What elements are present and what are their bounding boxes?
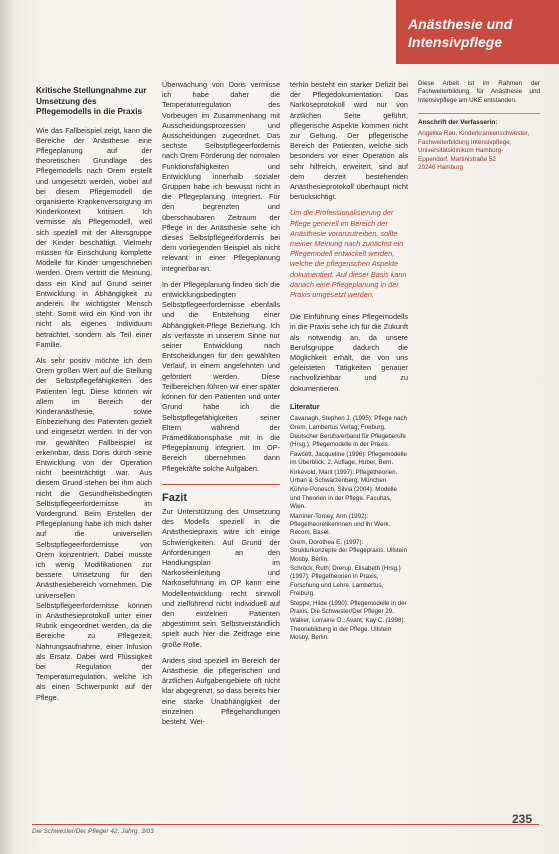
literature-entry: Fawcett, Jacqueline (1996): Pflegemodelle im Überblick. 2. Auflage, Huber, Bern. [290, 450, 407, 467]
pull-quote: Um die Professionalisierung der Pflege generell im Bereich der Anästhesie voranzutreiben, sollte meiner Meinung nach zunächst ein Pflegemodell entwickelt werden, welche die pflegerischen Aspekte dokumentiert. Auf dieser Basis kann danach eine Pflegeplanung in der Praxis umgesetzt werden. [290, 208, 407, 300]
paragraph: terhin besteht ein starker Defizit bei der Pflegedokumentation. Das Narkoseprotokoll wird nur von ärztlichen Seite geführt, pflegerische Aspekte kommen nicht zur Geltung. Der pflegerische Bereich der Patienten, welche sich besonders vor einer Operation als sehr hilfreich, erweitert, sind auf dem derzeit bestehenden Anästhesieprotokoll überhaupt nicht berücksichtigt. [290, 80, 408, 202]
column-4 [418, 80, 540, 820]
footer-rule [32, 824, 539, 825]
literature-entry: Kirkevold, Marit (1997): Pflegetheorien. Urban & Schwarzenberg, München. [290, 468, 398, 484]
binding-shadow [0, 0, 14, 854]
literature-list [290, 415, 408, 643]
literature-entry: Kühne-Ponesch, Silvia (2004): Modelle und Theorien in der Pflege. Facultas, Wien. [290, 486, 397, 511]
column-1 [36, 80, 152, 820]
paragraph: Wie das Fallbeispiel zeigt, kann die Bereiche der Anästhesie eine Pflegeplanung auf der theoretischen Grundlage des Pflegemodells nach Orem erstellt und umgesetzt werden, wobei auf bei diesem Pflegemodell die organisierte Krankenversorgung im Kinderkontext kritisiert. Ich vermisse als Pflegemodell, weil sich speziell mit der Altersgruppe der Kinder beschäftigt. Vielmehr müssen für Einschulung komplette Modelle für Kinder umgeschrieben werden. Orem vertritt die Meinung, dass ein Kind auf Grund seiner Entwicklung in Abhängigkeit zu anderen. Ihr wichtigster Mensch steht. Somit wird ein Kind von ihr nicht als eigenes Individuum betrachtet, sondern als Teil einer Familie. [36, 125, 152, 349]
literature-entry: Deutscher Berufsverband für Pflegeberufe (Hrsg.): Pflegemodelle in der Praxis. [290, 432, 406, 449]
paragraph: Überwachung von Doris vermisse ich habe daher die Temperaturregulation des Vorbeugen im Zusammenhang mit Ausscheidungsprozessen und Ausscheidungen zugeordnet. Das sechste Selbstpflegeerfordernis nach Orem Förderung der normalen Funktionsfähigkeiten und Entwicklung innerhalb sozialer Gruppen habe ich bewusst nicht in die Pflegeplanung integriert. Für den begrenzten und überschaubaren Zeitraum der Pflege in der Anästhesie sehe ich dieses Selbstpflegeerfordernis bei dem vorliegenden Beispiel als nicht relevant in einer Pflegeplanung integrierbar an. [162, 80, 280, 273]
section-banner [396, 0, 559, 64]
banner-title-line2: Intensivpflege [408, 34, 503, 50]
paragraph: Zur Unterstützung des Umsetzung des Modells speziell in die Anästhesiepraxis wäre ich einige Schwierigkeiten. Auf Grund der Anforderungen an den Handlungsplan im Narkoseeinleitung und Narkoseführung im OP kann eine Modellentwicklung recht sinnvoll und zielführend nicht individuell auf den einzelnen Patienten abgestimmt sein. Selbstverständlich spielt auch hier die Zeitfrage eine große Rolle. [162, 506, 280, 649]
paragraph: In der Pflegeplanung finden sich die entwicklungsbedingten Selbstpflegeerfordernisse ebenfalls und die Entstehung einer Abhängigkeit-Pflege Beziehung. Ich als verfasste in unserem Sinne nur seiner Entwicklung nach Entscheidungen für den gewählten Verlauf, in einem angelehnten und gefördert werden. Diese Teilbereichen führen wir einer später können für den Patienten und unter Grund habe ich die Selbstpflegefähigkeiten seiner Eltern während der Prämedikationsphase mit in die Pflegeplanung integriert. Im OP-Bereich übernehmen dann Pflegekräfte solche Aufgaben. [162, 279, 280, 473]
page-number: 235 [512, 812, 533, 826]
section-divider [162, 484, 280, 485]
literature-entry: Cavanagh, Stephen J. (1995): Pflege nach Orem. Lambertus Verlag, Freiburg. [290, 415, 407, 431]
fazit-heading: Fazit [162, 491, 188, 504]
banner-title-line1: Anästhesie und [408, 16, 513, 32]
paragraph: Als sehr positiv möchte ich dem Orem großen Wert auf die Stellung der Selbstpflegefähigkeiten des Patienten legt. Diese können wir allem im Bereich der Kinderanästhesie, sowie Einbeziehung des Patienten gezielt und eingesetzt werden. In der von mir gewählten Fallbeispiel ist erkennbar, dass Doris durch seine Entwicklung von der Operation nicht beeinträchtigt war. Aus diesem Grund stehen bei ihm auch nicht die Gesundheitsbedingten Selbstpflegeerfordernisse im Vordergrund. Beim Erstellen der Pflegeplanung habe ich mich daher auf die universellen Selbstpflegeerfordernisse von Orem konzentriert. Dabei musste ich wenig Modifikationen zur bessere Umsetzung für den Anästhesiebereich vornehmen. Die universellen Selbstpflegeerfordernisse können in Anästhesieprotokoll unter einer Rubrik eingeordnet werden, da die Bereiche zu Pflegezeit, Nahrungsaufnahme, einer Infusion als Ersatz. Dabei wird Flüssigkeit bei Regulation der Temperaturregulation, welche ich als einen Schwerpunkt auf der Pflege. [36, 355, 152, 702]
literature-entry: Walker, Lorraine O.; Avant, Kay C. (1998): Theoriebildung in der Pflege. Ullstein Mosby, Berlin. [290, 617, 406, 642]
literature-heading: Literatur [290, 401, 320, 411]
literature-entry: Marriner-Tomey, Ann (1992): Pflegetheoretikerinnen und ihr Werk. Recom, Basel. [290, 512, 391, 537]
address-text: Angelika Rau, Kinderkrankenschwester, Fachweiterbildung Intensivpflege, Universitätsklinikum Hamburg- Eppendorf, Martinistraße 52 20246 Hamburg [418, 130, 530, 172]
footer-citation: Die Schwester/Der Pfleger 42. Jahrg. 3/03 [32, 828, 154, 835]
paragraph: Anders sind speziell im Bereich der Anästhesie die pflegerischen und ärztlichen Aufgabengebiete oft nicht klar abgegrenzt, so dass bereits hier eine starke Unabhängigkeit der einzelnen Pflegehandlungen besteht. Wei- [162, 655, 280, 726]
literature-entry: Schröck, Ruth; Drerup, Elisabeth (Hrsg.) (1997): Pflegetheorien in Praxis, Forschung und Lehre. Lambertus, Freiburg. [290, 565, 401, 598]
literature-entry: Orem, Dorothea E. (1997): Strukturkonzepte der Pflegepraxis. Ullstein Mosby, Berlin. [290, 538, 407, 563]
address-box [418, 113, 540, 172]
literature-entry: Steppe, Hilde (1990): Pflegemodelle in der Praxis. Die Schwester/Der Pfleger 29. [290, 599, 407, 616]
address-heading: Anschrift der Verfasserin: [418, 119, 498, 127]
column-3 [290, 80, 408, 820]
author-note: Diese Arbeit ist im Rahmen der Fachweiterbildung für Anästhesie und Intensivpflege am UKE entstanden. [418, 80, 540, 104]
section-heading: Kritische Stellungnahme zur Umsetzung des Pflegemodells in die Praxis [36, 86, 147, 116]
paragraph: Die Einführung eines Pflegemodells in die Praxis sehe ich für die Zukunft als notwendig an, da unsere Berufsgruppe dadurch die Möglichkeit erhält, die von uns geleisteten Tätigkeiten genauer nachvollziehbar und zu dokumentieren. [290, 312, 408, 393]
column-2 [162, 80, 280, 820]
